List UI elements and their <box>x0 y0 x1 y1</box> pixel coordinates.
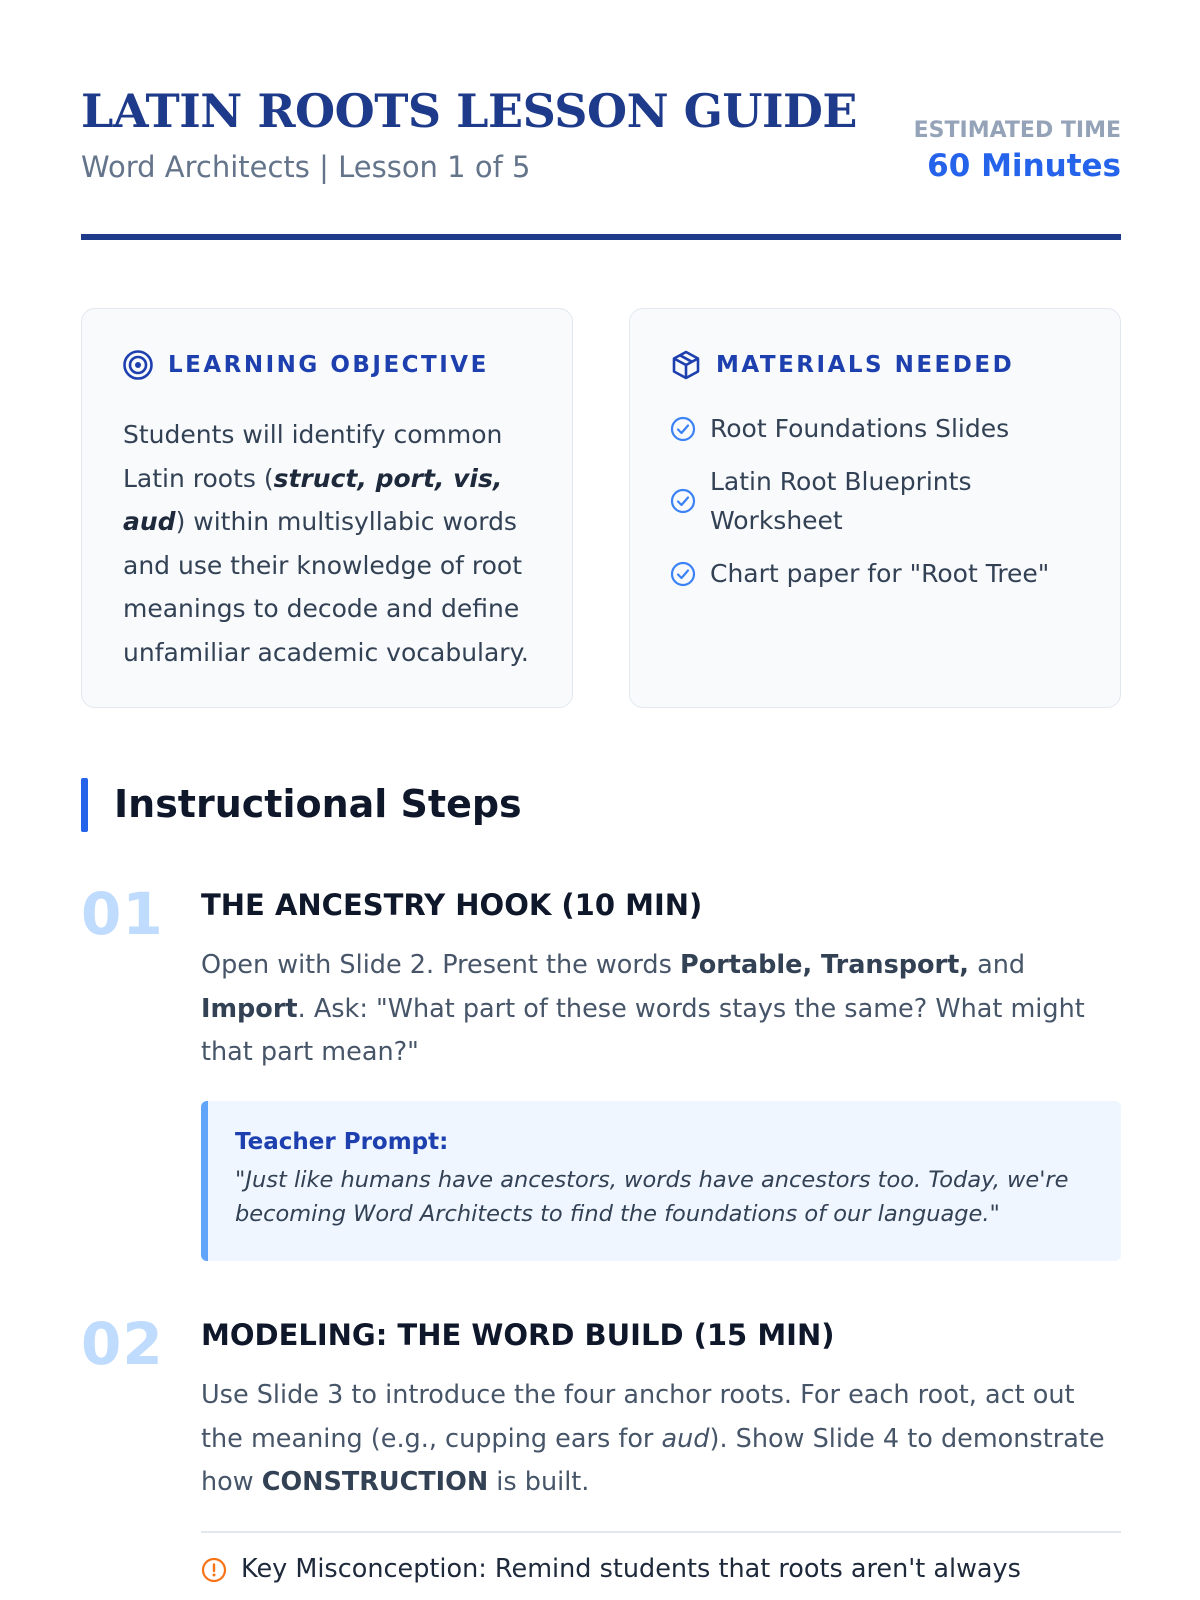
step-body <box>201 1374 1121 1505</box>
materials-needed-header <box>670 349 1014 381</box>
step-divider <box>201 1531 1121 1533</box>
learning-objective-card <box>81 308 573 708</box>
step-body-text: . Ask: "What part of these words stays the same? What might that part mean?" <box>201 993 1085 1067</box>
list-item <box>670 462 1090 540</box>
estimated-time-value: 60 Minutes <box>927 148 1121 184</box>
check-circle-icon <box>670 488 696 514</box>
header-divider <box>81 234 1121 240</box>
check-circle-icon <box>670 416 696 442</box>
step-body-text: is built. <box>488 1467 590 1497</box>
box-icon <box>670 349 702 381</box>
list-item <box>670 409 1090 448</box>
step-key-word: Import <box>201 993 298 1024</box>
learning-objective-header <box>122 349 489 381</box>
estimated-time-label: ESTIMATED TIME <box>913 118 1121 143</box>
materials-needed-card <box>629 308 1121 708</box>
teacher-prompt-box <box>201 1101 1121 1261</box>
step-title: MODELING: THE WORD BUILD (15 MIN) <box>201 1318 835 1352</box>
learning-objective-label: LEARNING OBJECTIVE <box>168 352 489 378</box>
objective-text-end: ) within multisyllabic words and use their knowledge of root meanings to decode and define unfamiliar academic vocabulary. <box>123 507 529 667</box>
step-body-text: Open with Slide 2. Present the words <box>201 950 680 980</box>
list-item <box>670 554 1090 593</box>
objective-roots: struct, port, vis, aud <box>123 463 503 536</box>
material-item-label: Root Foundations Slides <box>710 414 1010 443</box>
page-title: LATIN ROOTS LESSON GUIDE <box>81 84 857 138</box>
step-body-text: and <box>968 950 1026 980</box>
section-title: Instructional Steps <box>114 782 522 826</box>
target-icon <box>122 349 154 381</box>
alert-circle-icon <box>201 1557 227 1583</box>
step-number: 01 <box>81 880 164 948</box>
step-root: aud <box>661 1423 710 1454</box>
teacher-prompt-label: Teacher Prompt: <box>235 1129 449 1155</box>
check-circle-icon <box>670 561 696 587</box>
header <box>81 84 1121 244</box>
step-body <box>201 944 1121 1075</box>
teacher-prompt-text: "Just like humans have ancestors, words have ancestors too. Today, we're becoming Word Architects to find the foundations of our language." <box>235 1167 1069 1227</box>
material-item-label: Chart paper for "Root Tree" <box>710 559 1050 588</box>
objective-text-start: Students will identify common Latin roots ( <box>123 420 503 493</box>
section-accent-bar <box>81 778 88 832</box>
step-body-text: Use Slide 3 to introduce the four anchor roots. For each root, act out the meaning (e.g., cupping ears for <box>201 1380 1075 1454</box>
step-title: THE ANCESTRY HOOK (10 MIN) <box>201 888 703 922</box>
page-subtitle: Word Architects | Lesson 1 of 5 <box>81 150 531 184</box>
misconception-text: Key Misconception: Remind students that roots aren't always <box>241 1554 1021 1584</box>
materials-list <box>670 409 1090 593</box>
step-number: 02 <box>81 1310 164 1378</box>
step-key-words: Portable, Transport, <box>680 950 969 980</box>
step-key-word: CONSTRUCTION <box>261 1467 489 1497</box>
materials-needed-label: MATERIALS NEEDED <box>716 352 1015 378</box>
misconception-note <box>201 1548 1121 1591</box>
step-body-text: ). Show Slide 4 to demonstrate how <box>201 1423 1105 1497</box>
learning-objective-text <box>123 413 543 674</box>
material-item-label: Latin Root Blueprints Worksheet <box>710 467 972 535</box>
